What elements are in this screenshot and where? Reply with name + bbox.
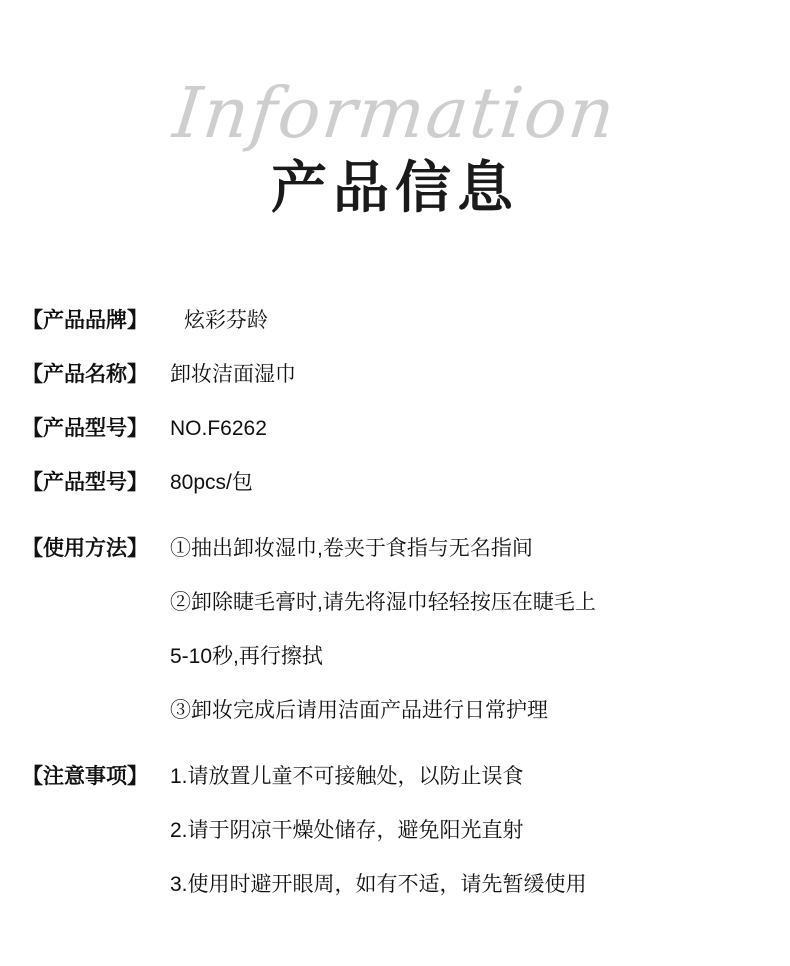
product-info-list [22, 305, 768, 923]
note-line: 3.使用时避开眼周，如有不适，请先暂缓使用 [170, 873, 587, 896]
usage-line: ②卸除睫毛膏时,请先将湿巾轻轻按压在睫毛上 [170, 591, 596, 614]
info-label-quantity: 【产品型号】 [22, 471, 148, 494]
info-row-notes [22, 761, 768, 901]
info-row-usage [22, 533, 768, 727]
usage-line: ①抽出卸妆湿巾,卷夹于食指与无名指间 [170, 537, 533, 560]
info-value-notes [170, 761, 768, 901]
usage-line: 5-10秒,再行擦拭 [170, 645, 323, 668]
usage-line: ③卸妆完成后请用洁面产品进行日常护理 [170, 699, 548, 722]
info-label-notes: 【注意事项】 [22, 765, 148, 788]
info-value-name: 卸妆洁面湿巾 [170, 363, 296, 386]
page-header [0, 0, 790, 260]
info-row-brand [22, 305, 768, 337]
info-label-usage: 【使用方法】 [22, 537, 148, 560]
info-value-model: NO.F6262 [170, 417, 267, 440]
note-line: 1.请放置儿童不可接触处，以防止误食 [170, 765, 524, 788]
info-label-name: 【产品名称】 [22, 363, 148, 386]
note-line: 2.请于阴凉干燥处储存，避免阳光直射 [170, 819, 524, 842]
info-label-model: 【产品型号】 [22, 417, 148, 440]
page-title: 产品信息 [271, 156, 519, 219]
info-value-usage [170, 533, 768, 727]
info-row-model [22, 413, 768, 445]
info-value-brand: 炫彩芬龄 [184, 309, 268, 332]
decorative-script-title: Information [169, 72, 621, 154]
info-value-quantity: 80pcs/包 [170, 471, 253, 494]
info-row-name [22, 359, 768, 391]
info-row-quantity [22, 467, 768, 499]
info-label-brand: 【产品品牌】 [22, 309, 148, 332]
